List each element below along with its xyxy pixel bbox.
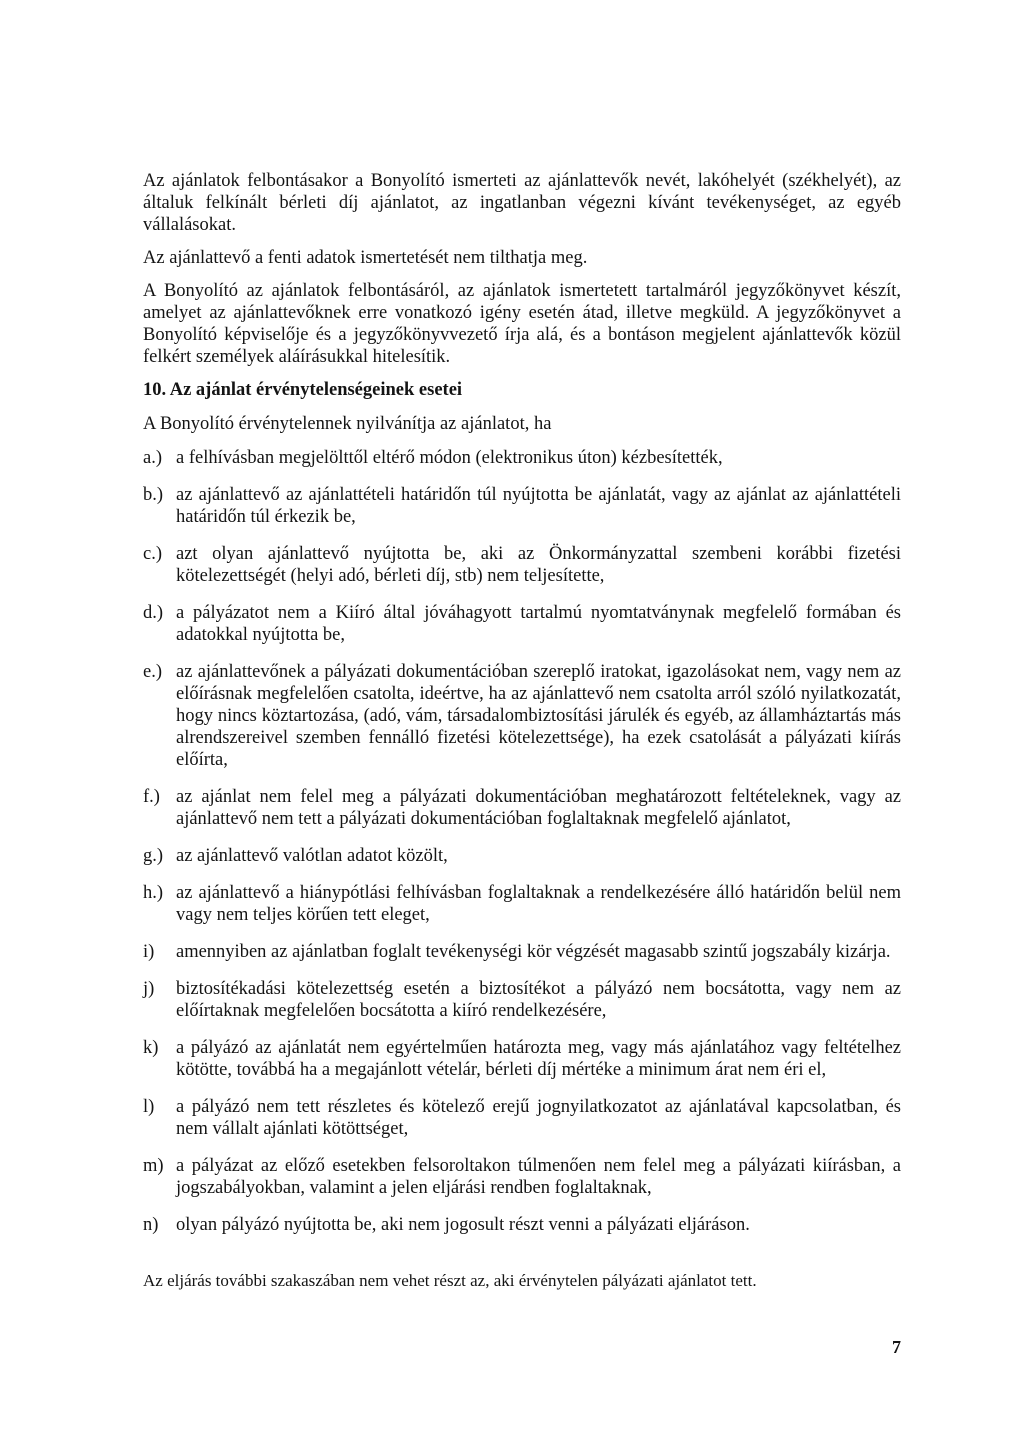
list-item-text: olyan pályázó nyújtotta be, aki nem jogosult részt venni a pályázati eljáráson. <box>176 1215 750 1235</box>
list-item-text: a felhívásban megjelölttől eltérő módon (elektronikus úton) kézbesítették, <box>176 448 723 468</box>
list-item-label: l) <box>143 1097 155 1117</box>
list-item <box>143 543 901 587</box>
list-item-text: a pályázó nem tett részletes és kötelező erejű jognyilatkozatot az ajánlatával kapcsolatban, és nem vállalt ajánlati kötöttséget, <box>176 1097 901 1139</box>
list-item-text: az ajánlattevő az ajánlattételi határidőn túl nyújtotta be ajánlatát, vagy az ajánlat az ajánlattételi határidőn túl érkezik be, <box>176 485 901 527</box>
list-item <box>143 447 901 469</box>
list-item-label: b.) <box>143 485 164 505</box>
list-item-label: e.) <box>143 662 162 682</box>
list-item-label: g.) <box>143 846 164 866</box>
list-item <box>143 484 901 528</box>
list-item <box>143 845 901 867</box>
page-content <box>143 170 901 1292</box>
paragraph-opening-announcement: Az ajánlatok felbontásakor a Bonyolító ismerteti az ajánlattevők nevét, lakóhelyét (székhelyét), az általuk felkínált bérleti díj ajánlatot, az ingatlanban végezni kívánt tevékenységet, az egyéb vállalásokat. <box>143 171 901 235</box>
list-item-text: az ajánlattevő a hiánypótlási felhívásban foglaltaknak a rendelkezésére álló határidőn belül nem vagy nem teljes körűen tett eleget, <box>176 883 901 925</box>
list-item-text: a pályázat az előző esetekben felsoroltakon túlmenően nem felel meg a pályázati kiírásban, a jogszabályokban, valamint a jelen eljárási rendben foglaltaknak, <box>176 1156 901 1198</box>
page-number: 7 <box>892 1337 901 1357</box>
closing-statement: Az eljárás további szakaszában nem vehet részt az, aki érvénytelen pályázati ajánlatot tett. <box>143 1271 757 1290</box>
list-item <box>143 978 901 1022</box>
list-item-text: biztosítékadási kötelezettség esetén a biztosítékot a pályázó nem bocsátotta, vagy nem az előírtaknak megfelelően bocsátotta a kiíró rendelkezésére, <box>176 979 901 1021</box>
list-item-text: az ajánlat nem felel meg a pályázati dokumentációban meghatározott feltételeknek, vagy az ajánlattevő nem tett a pályázati dokumentációban foglaltaknak megfelelő ajánlatot, <box>176 787 901 829</box>
list-item-text: amennyiben az ajánlatban foglalt tevékenységi kör végzését magasabb szintű jogszabály kizárja. <box>176 942 891 962</box>
list-item <box>143 1155 901 1199</box>
list-item <box>143 941 901 963</box>
list-item <box>143 882 901 926</box>
list-item-text: az ajánlattevő valótlan adatot közölt, <box>176 846 448 866</box>
list-item-label: f.) <box>143 787 160 807</box>
list-item-label: c.) <box>143 544 162 564</box>
list-item-label: d.) <box>143 603 164 623</box>
list-item-text: a pályázatot nem a Kiíró által jóváhagyott tartalmú nyomtatványnak megfelelő formában és adatokkal nyújtotta be, <box>176 603 901 645</box>
list-item <box>143 602 901 646</box>
list-item-label: j) <box>143 979 155 999</box>
list-item-label: n) <box>143 1215 159 1235</box>
list-item <box>143 1096 901 1140</box>
list-item-label: h.) <box>143 883 164 903</box>
section-intro: A Bonyolító érvénytelennek nyilvánítja az ajánlatot, ha <box>143 414 552 434</box>
list-item-text: azt olyan ajánlattevő nyújtotta be, aki az Önkormányzattal szembeni korábbi fizetési kötelezettségét (helyi adó, bérleti díj, stb) nem teljesítette, <box>176 544 901 586</box>
section-heading: 10. Az ajánlat érvénytelenségeinek esetei <box>143 380 463 400</box>
paragraph-no-prohibition: Az ajánlattevő a fenti adatok ismertetését nem tilthatja meg. <box>143 248 588 268</box>
list-item-text: a pályázó az ajánlatát nem egyértelműen határozta meg, vagy más ajánlatához vagy feltételhez kötötte, továbbá ha a megajánlott vételár, bérleti díj mértéke a minimum árat nem éri el, <box>176 1038 901 1080</box>
list-item <box>143 1214 901 1236</box>
list-item-label: m) <box>143 1156 164 1176</box>
list-item <box>143 1037 901 1081</box>
list-item-label: k) <box>143 1038 159 1058</box>
list-item-text: az ajánlattevőnek a pályázati dokumentációban szereplő iratokat, igazolásokat nem, vagy nem az előírásnak megfelelően csatolta, ideértve, ha az ajánlattevő nem csatolta arról szóló nyilatkozatát, hogy nincs köztartozása, (adó, vám, társadalombiztosítási járulék és egyéb, az államháztartás más alrendszereivel szemben fennálló fizetési kötelezettsége), ha ezek csatolását a pályázati kiírás előírta, <box>176 662 901 770</box>
list-item-label: i) <box>143 942 155 962</box>
list-item <box>143 661 901 771</box>
list-item-label: a.) <box>143 448 162 468</box>
paragraph-minutes: A Bonyolító az ajánlatok felbontásáról, az ajánlatok ismertetett tartalmáról jegyzőkönyvet készít, amelyet az ajánlattevőknek erre vonatkozó igény esetén átad, illetve megküld. A jegyzőkönyvet a Bonyolító képviselője és a jegyzőkönyvvezető írja alá, és a bontáson megjelent ajánlattevők közül felkért személyek aláírásukkal hitelesítik. <box>143 281 901 367</box>
invalidity-cases-list <box>143 447 901 1236</box>
list-item <box>143 786 901 830</box>
